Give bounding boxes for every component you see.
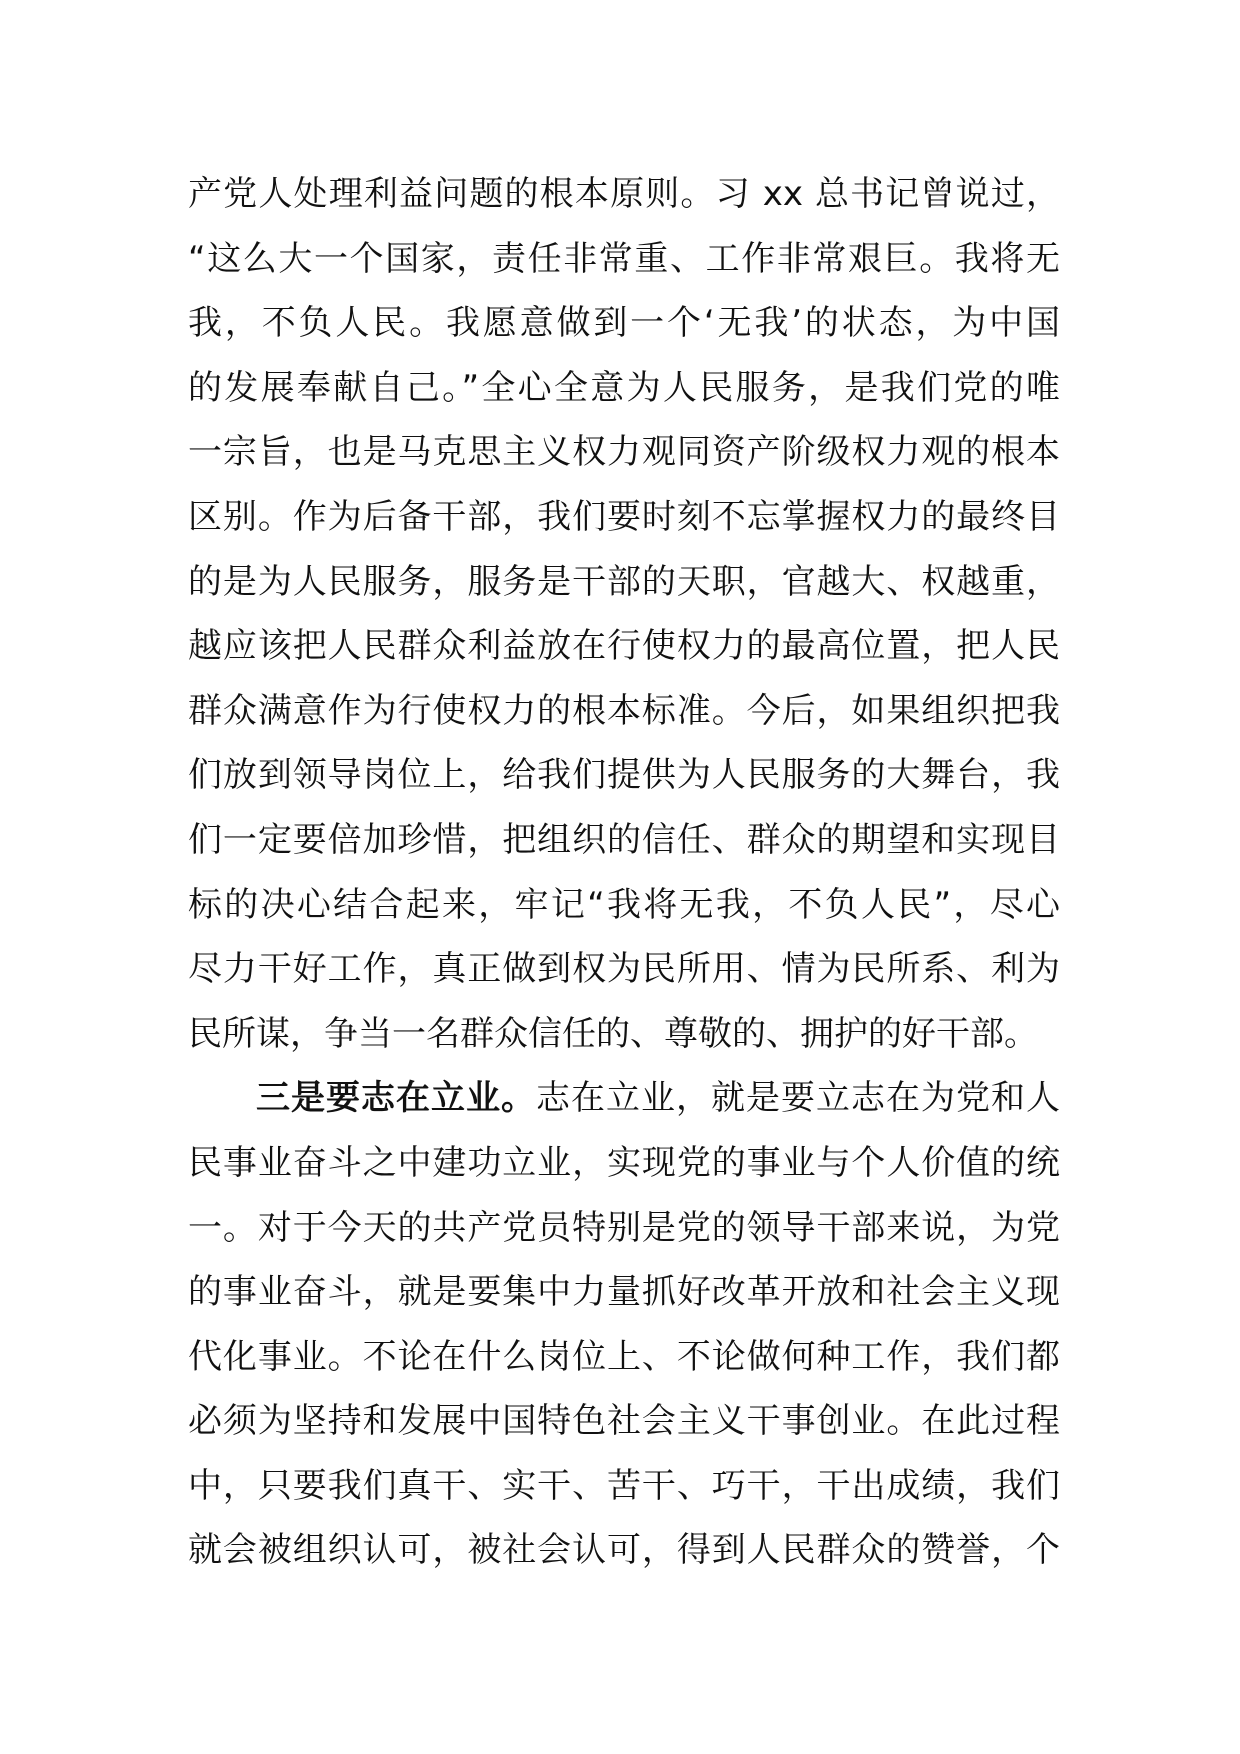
text-line: 们一定要倍加珍惜，把组织的信任、群众的期望和实现目 <box>188 819 1060 860</box>
document-body <box>188 162 1060 1583</box>
text-line: 越应该把人民群众利益放在行使权力的最高位置，把人民 <box>188 626 1060 667</box>
text-line: 群众满意作为行使权力的根本标准。今后，如果组织把我 <box>188 690 1060 731</box>
text-line-rest: 志在立业，就是要立志在为党和人 <box>536 1078 1060 1119</box>
text-line: 的事业奋斗，就是要集中力量抓好改革开放和社会主义现 <box>188 1272 1060 1313</box>
text-line: 民所谋，争当一名群众信任的、尊敬的、拥护的好干部。 <box>188 1013 1038 1054</box>
text-line: 中，只要我们真干、实干、苦干、巧干，干出成绩，我们 <box>188 1465 1060 1506</box>
text-line: 必须为坚持和发展中国特色社会主义干事创业。在此过程 <box>188 1401 1060 1442</box>
text-line: 民事业奋斗之中建功立业，实现党的事业与个人价值的统 <box>188 1142 1060 1183</box>
text-line: 一宗旨，也是马克思主义权力观同资产阶级权力观的根本 <box>188 432 1060 473</box>
paragraph-heading: 三是要志在立业。 <box>256 1078 536 1119</box>
text-line: 标的决心结合起来，牢记“我将无我，不负人民”，尽心 <box>188 884 1060 925</box>
text-line: 就会被组织认可，被社会认可，得到人民群众的赞誉，个 <box>188 1530 1060 1571</box>
paragraph-2 <box>188 1066 1060 1583</box>
paragraph-1 <box>188 162 1060 1066</box>
text-line: 代化事业。不论在什么岗位上、不论做何种工作，我们都 <box>188 1336 1060 1377</box>
text-line-first <box>188 1066 1060 1131</box>
text-line: 产党人处理利益问题的根本原则。习 xx 总书记曾说过， <box>188 174 1060 214</box>
text-line: 一。对于今天的共产党员特别是党的领导干部来说，为党 <box>188 1207 1060 1248</box>
text-line: 们放到领导岗位上，给我们提供为人民服务的大舞台，我 <box>188 755 1060 796</box>
text-line: 我，不负人民。我愿意做到一个‘无我’的状态，为中国 <box>188 303 1060 344</box>
text-line: 区别。作为后备干部，我们要时刻不忘掌握权力的最终目 <box>188 496 1060 537</box>
text-line: 的是为人民服务，服务是干部的天职，官越大、权越重， <box>188 561 1060 602</box>
text-line: 的发展奉献自己。”全心全意为人民服务，是我们党的唯 <box>188 367 1060 408</box>
text-line: 尽力干好工作，真正做到权为民所用、情为民所系、利为 <box>188 949 1060 990</box>
text-line: “这么大一个国家，责任非常重、工作非常艰巨。我将无 <box>188 238 1060 279</box>
